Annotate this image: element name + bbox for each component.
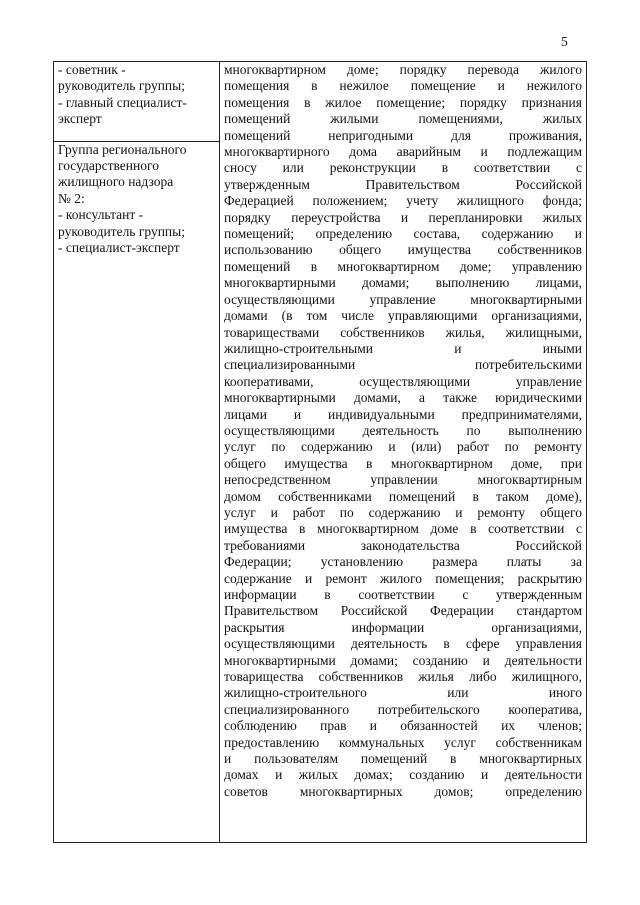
left-cell-line: - консультант - — [58, 207, 144, 223]
duties-text-line: раскрытия информации организациями, — [224, 619, 582, 635]
duties-text-line: многоквартирными домами; выполнению лицами, — [224, 275, 582, 291]
table-row — [54, 62, 587, 142]
duties-text-line: соблюдению прав и обязанностей их членов; — [224, 718, 582, 734]
left-cell-line: руководитель группы; — [58, 78, 185, 94]
left-cell-line: жилищного надзора — [58, 174, 174, 190]
duties-text-line: Правительством Российской Федерации стандартом — [224, 603, 582, 619]
duties-text-line: информации в соответствии с утвержденным — [224, 587, 582, 602]
duties-text-line: и пользователям помещений в многоквартирных — [224, 751, 582, 767]
duties-text-line: многоквартирном доме; порядку перевода жилого — [224, 62, 582, 77]
duties-cell — [220, 62, 587, 843]
duties-text-line: кооперативами, осуществляющими управление — [224, 373, 582, 389]
duties-text-line: услуг и работ по содержанию и ремонту общего — [224, 504, 582, 520]
duties-text-line: специализированного потребительского кооператива, — [224, 701, 582, 717]
left-cell-line: государственного — [58, 158, 159, 174]
duties-text-line: утвержденным Правительством Российской — [224, 176, 582, 192]
duties-text-line: жилищно-строительного или иного — [224, 685, 582, 701]
duties-text-line: домами (в том числе управляющими организациями, — [224, 308, 582, 324]
duties-text-line: Федерацией положением; учету жилищного фонда; — [224, 193, 582, 209]
document-table — [53, 61, 587, 843]
duties-text-line: товарищества собственников жилья либо жилищного, — [224, 669, 582, 685]
duties-text-line: непосредственном управлении многоквартирным — [224, 472, 582, 488]
duties-text-line: осуществляющими деятельность в сфере управления — [224, 636, 582, 652]
duties-text-line: помещения в жилое помещение; порядку признания — [224, 94, 582, 110]
duties-text-line: услуг по содержанию и (или) работ по ремонту — [224, 439, 582, 455]
duties-text-line: сносу или реконструкции в соответствии с — [224, 160, 582, 176]
duties-text-line: помещений непригодными для проживания, — [224, 127, 582, 143]
duties-text-line: использованию общего имущества собственников — [224, 242, 582, 258]
duties-text-line: многоквартирного дома аварийным и подлежащим — [224, 144, 582, 160]
duties-text-line: домом собственниками помещений в таком доме), — [224, 488, 582, 504]
duties-text-line: общего имущества в многоквартирном доме, при — [224, 455, 582, 471]
duties-text-line: лицами и индивидуальными предпринимателями, — [224, 406, 582, 422]
duties-text-line: жилищно-строительными и иными — [224, 340, 582, 356]
left-cell-line: - главный специалист- — [58, 94, 187, 110]
duties-text-line: помещений; определению состава, содержанию и — [224, 226, 582, 242]
left-cell-line: Группа регионального — [58, 141, 187, 157]
left-cell-line: руководитель группы; — [58, 223, 185, 239]
duties-text-line: требованиями законодательства Российской — [224, 537, 582, 553]
duties-text-line: имущества в многоквартирном доме в соответствии с — [224, 521, 582, 537]
duties-text-line: помещения в нежилое помещение и нежилого — [224, 78, 582, 94]
duties-text-line: домах и жилых домах; созданию и деятельности — [224, 767, 582, 783]
duties-text-line: осуществляющими деятельность по выполнению — [224, 422, 582, 438]
page-number: 5 — [561, 34, 568, 49]
cell-spacer — [58, 128, 215, 141]
left-cell-advisor-group — [54, 62, 220, 142]
duties-text-line: Федерации; установлению размера платы за — [224, 554, 582, 570]
duties-text-line: предоставлению коммунальных услуг собственникам — [224, 734, 582, 750]
duties-text-line: помещений в многоквартирном доме; управлению — [224, 258, 582, 274]
duties-text-line: порядку переустройства и перепланировки жилых — [224, 209, 582, 225]
duties-text-line: многоквартирными домами; созданию и деятельности — [224, 652, 582, 668]
duties-text-line: осуществляющими управление многоквартирными — [224, 291, 582, 307]
left-cell-text — [58, 142, 215, 257]
duties-text-line: советов многоквартирных домов; определению — [224, 783, 582, 799]
duties-text — [224, 62, 582, 800]
left-cell-line: эксперт — [58, 111, 102, 127]
duties-text-line: многоквартирными домами, а также юридическими — [224, 390, 582, 406]
left-cell-text — [58, 62, 215, 128]
left-cell-line: № 2: — [58, 190, 85, 206]
left-cell-regional-housing-group-2 — [54, 141, 220, 842]
duties-text-line: товариществами собственников жилья, жилищными, — [224, 324, 582, 340]
left-cell-line: - советник - — [58, 62, 126, 77]
left-cell-line: - специалист-эксперт — [58, 240, 180, 256]
duties-text-line: специализированными потребительскими — [224, 357, 582, 373]
duties-text-line: помещений жилыми помещениями, жилых — [224, 111, 582, 127]
duties-text-line: содержание и ремонт жилого помещения; раскрытию — [224, 570, 582, 586]
